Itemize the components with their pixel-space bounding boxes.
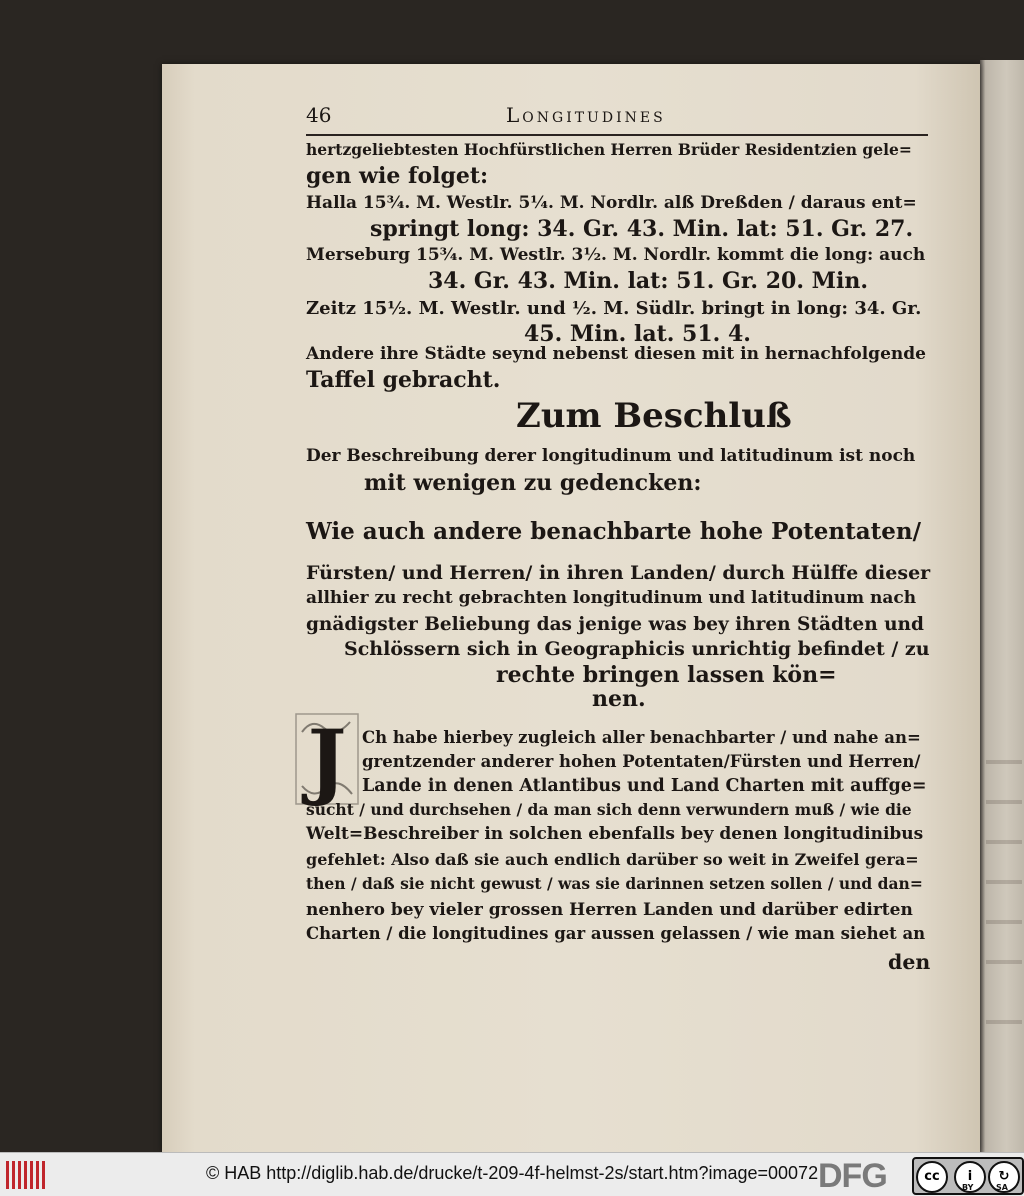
by-icon: i	[954, 1161, 986, 1193]
subheading-line: Der Beschreibung derer longitudinum und latitudinum ist noch	[306, 446, 916, 466]
running-title: Longitudines	[506, 103, 666, 127]
header-rule	[306, 134, 928, 136]
emphasis-line: rechte bringen lassen kön=	[496, 662, 837, 688]
text-line: then / daß sie nicht gewust / was sie darinnen setzen sollen / und dan=	[306, 874, 923, 893]
drop-capital: J	[307, 713, 347, 809]
text-line: springt long: 34. Gr. 43. Min. lat: 51. Gr. 27.	[370, 216, 914, 242]
text-line: Merseburg 15¾. M. Westlr. 3½. M. Nordlr. kommt die long: auch	[306, 245, 926, 265]
emphasis-line: gnädigster Beliebung das jenige was bey ihren Städten und	[306, 614, 924, 635]
text-line: grentzender anderer hohen Potentaten/Fürsten und Herren/	[362, 752, 921, 771]
text-line: sucht / und durchsehen / da man sich denn verwundern muß / wie die	[306, 800, 912, 819]
catchword: den	[888, 950, 931, 974]
dfg-logo[interactable]: DFG	[818, 1157, 887, 1195]
viewer-footer	[0, 1152, 1024, 1196]
text-line: 34. Gr. 43. Min. lat: 51. Gr. 20. Min.	[428, 268, 869, 294]
credit-link[interactable]: © HAB http://diglib.hab.de/drucke/t-209-4f-helmst-2s/start.htm?image=00072	[206, 1163, 819, 1183]
by-label: BY	[962, 1183, 974, 1192]
emphasis-line: allhier zu recht gebrachten longitudinum und latitudinum nach	[306, 588, 917, 608]
emphasis-line: Wie auch andere benachbarte hohe Potentaten/	[306, 518, 922, 545]
emphasis-line: nen.	[592, 686, 646, 712]
hab-logo-icon[interactable]	[6, 1161, 46, 1189]
text-line: gefehlet: Also daß sie auch endlich darüber so weit in Zweifel gera=	[306, 850, 919, 869]
emphasis-line: Schlössern sich in Geographicis unrichtig befindet / zu	[344, 638, 930, 660]
text-line: Andere ihre Städte seynd nebenst diesen mit in hernachfolgende	[306, 344, 926, 364]
text-line: Taffel gebracht.	[306, 367, 501, 393]
text-line: Charten / die longitudines gar aussen gelassen / wie man siehet an	[306, 924, 926, 943]
section-heading: Zum Beschluß	[516, 396, 792, 436]
text-line: Zeitz 15½. M. Westlr. und ½. M. Südlr. bringt in long: 34. Gr.	[306, 298, 922, 319]
emphasis-line: Fürsten/ und Herren/ in ihren Landen/ durch Hülffe dieser	[306, 562, 931, 584]
subheading-line: mit wenigen zu gedencken:	[364, 470, 702, 496]
text-line: Lande in denen Atlantibus und Land Charten mit auffge=	[362, 776, 927, 796]
text-line: Halla 15¾. M. Westlr. 5¼. M. Nordlr. alß Dreßden / daraus ent=	[306, 193, 917, 213]
adjacent-page-edge	[980, 60, 1024, 1152]
text-line: nenhero bey vieler grossen Herren Landen und darüber edirten	[306, 900, 913, 920]
page-number: 46	[306, 103, 332, 127]
text-line: Ch habe hierbey zugleich aller benachbarter / und nahe an=	[362, 728, 921, 747]
text-line: hertzgeliebtesten Hochfürstlichen Herren Brüder Residentzien gele=	[306, 140, 912, 159]
sa-label: SA	[996, 1183, 1008, 1192]
cc-icon: cc	[916, 1161, 948, 1193]
cc-license-badge[interactable]	[912, 1157, 1024, 1195]
text-line: gen wie folget:	[306, 163, 489, 189]
sa-icon: ↻	[988, 1161, 1020, 1193]
text-line: Welt=Beschreiber in solchen ebenfalls bey denen longitudinibus	[306, 824, 924, 844]
text-line: 45. Min. lat. 51. 4.	[524, 321, 751, 347]
